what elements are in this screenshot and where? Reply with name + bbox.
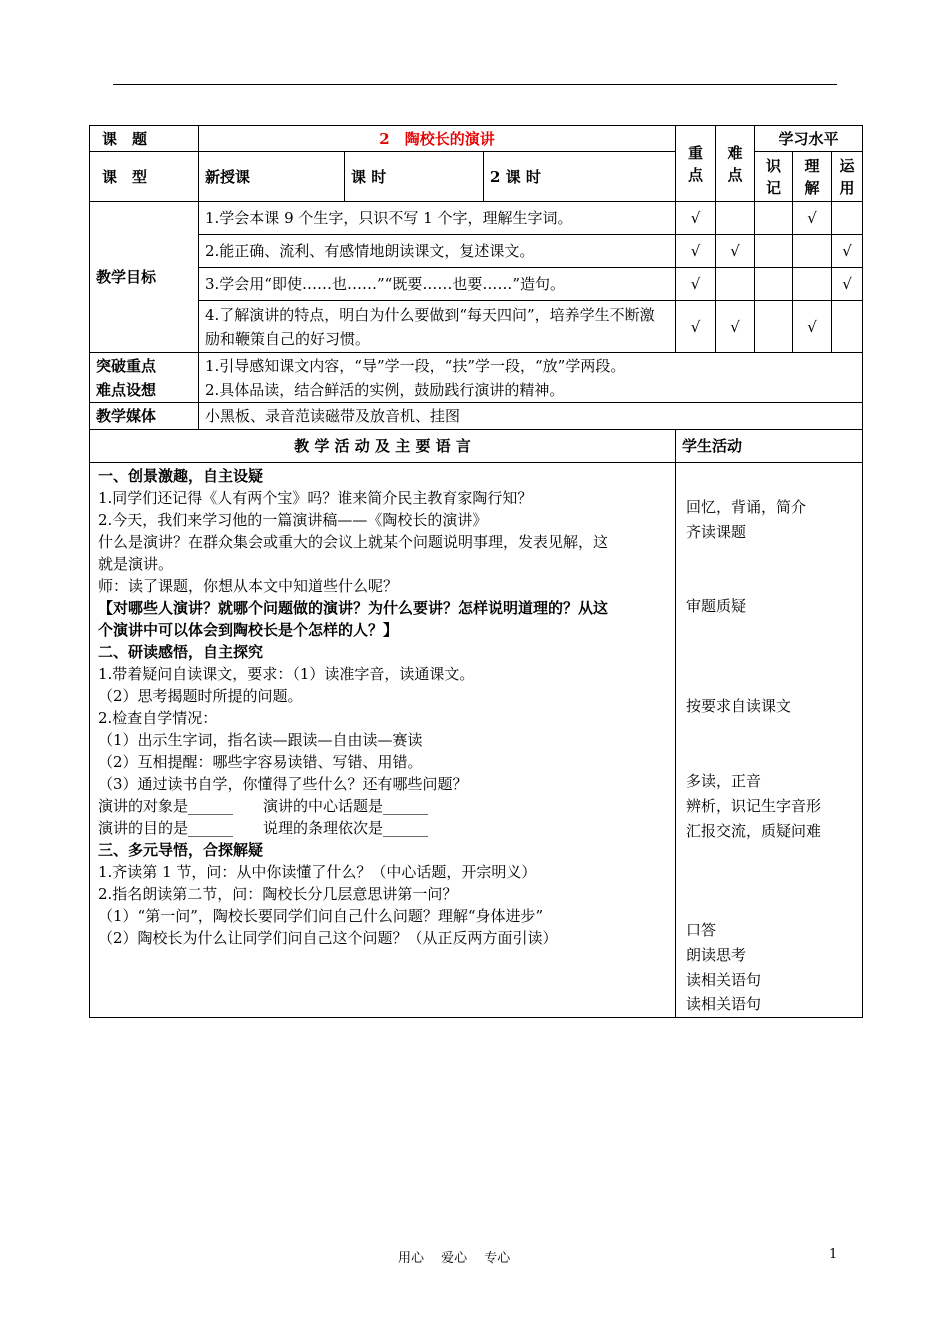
mark-cell: √ [716, 235, 755, 268]
mark-cell [793, 268, 832, 301]
activity-line: 师：读了课题，你想从本文中知道些什么呢？ [98, 577, 399, 595]
focus-header [676, 126, 716, 202]
mark-cell: √ [793, 301, 832, 353]
media-value: 小黑板、录音范读磁带及放音机、挂图 [199, 403, 863, 430]
mark-cell: √ [676, 301, 716, 353]
objectives-label: 教学目标 [90, 202, 199, 353]
student-activity: 多读，正音 [686, 772, 762, 790]
difficulty-header [716, 126, 755, 202]
lesson-plan-table [89, 125, 863, 1018]
breakthrough-content [199, 353, 863, 403]
activity-line: 【对哪些人演讲？就哪个问题做的演讲？为什么要讲？怎样说明道理的？从这 [98, 599, 609, 617]
focus-label: 重点 [688, 143, 704, 184]
objective-row: 3.学会用“即使……也……”“既要……也要……”造句。 [199, 268, 676, 301]
period-value: 2 课 时 [484, 152, 676, 202]
activity-line: （3）通过读书自学，你懂得了些什么？还有哪些问题？ [98, 775, 468, 793]
topic-label: 课 题 [90, 126, 199, 152]
mark-cell [793, 235, 832, 268]
mark-cell [755, 301, 793, 353]
mark-cell [716, 202, 755, 235]
activity-line: 个演讲中可以体会到陶校长是个怎样的人？】 [98, 621, 399, 639]
activity-line: 1.同学们还记得《人有两个宝》吗？谁来简介民主教育家陶行知？ [98, 489, 533, 507]
activity-line: 2.检查自学情况： [98, 709, 218, 727]
difficulty-label: 难点 [727, 143, 743, 184]
level-understand [793, 152, 832, 202]
level-understand-label: 理解 [804, 156, 820, 197]
activity-line: （1）“第一问”，陶校长要同学们问自己什么问题？理解“身体进步” [98, 907, 544, 925]
level-apply [832, 152, 863, 202]
section-heading: 一、创景激趣，自主设疑 [98, 467, 264, 485]
breakthrough-line: 2.具体品读，结合鲜活的实例，鼓励践行演讲的精神。 [205, 380, 565, 399]
activity-line: 演讲的目的是______ 说理的条理依次是______ [98, 819, 429, 837]
student-activity: 按要求自读课文 [686, 697, 792, 715]
level-memorize [755, 152, 793, 202]
period-label: 课 时 [345, 152, 484, 202]
activities-header: 教 学 活 动 及 主 要 语 言 [90, 430, 676, 463]
header-rule [113, 84, 837, 85]
student-activities-header: 学生活动 [676, 430, 863, 463]
objective-row: 1.学会本课 9 个生字，只识不写 1 个字，理解生字词。 [199, 202, 676, 235]
mark-cell: √ [716, 301, 755, 353]
mark-cell: √ [832, 268, 863, 301]
breakthrough-line: 1.引导感知课文内容，“导”学一段，“扶”学一段，“放”学两段。 [205, 356, 626, 375]
activity-line: 2.今天，我们来学习他的一篇演讲稿——《陶校长的演讲》 [98, 511, 488, 529]
footer-motto: 用心 爱心 专心 [398, 1251, 511, 1266]
student-activity: 齐读课题 [686, 523, 747, 541]
student-activities [676, 463, 863, 1018]
mark-cell: √ [676, 202, 716, 235]
activity-line: （2）陶校长为什么让同学们问自己这个问题？（从正反两方面引读） [98, 929, 558, 947]
level-memorize-label: 识记 [766, 156, 782, 197]
student-activity: 审题质疑 [686, 597, 747, 615]
mark-cell [755, 202, 793, 235]
mark-cell [755, 268, 793, 301]
breakthrough-label-line: 难点设想 [96, 380, 157, 399]
activity-line: 演讲的对象是______ 演讲的中心话题是______ [98, 797, 429, 815]
mark-cell: √ [832, 235, 863, 268]
type-value: 新授课 [199, 152, 345, 202]
mark-cell: √ [676, 235, 716, 268]
student-activity: 口答 [686, 921, 717, 939]
lesson-title: 2 陶校长的演讲 [199, 126, 676, 152]
mark-cell [832, 202, 863, 235]
mark-cell [716, 268, 755, 301]
teaching-activities [90, 463, 676, 1018]
student-activity: 朗读思考 [686, 946, 747, 964]
student-activity: 辨析，识记生字音形 [686, 797, 822, 815]
media-label: 教学媒体 [90, 403, 199, 430]
breakthrough-label-line: 突破重点 [96, 356, 157, 375]
student-activity: 汇报交流，质疑问难 [686, 822, 822, 840]
level-header: 学习水平 [755, 126, 863, 152]
student-activity: 读相关语句 [686, 995, 762, 1013]
section-heading: 二、研读感悟，自主探究 [98, 643, 264, 661]
objective-row: 4.了解演讲的特点，明白为什么要做到“每天四问”，培养学生不断激励和鞭策自己的好习惯。 [199, 301, 676, 353]
student-activity: 回忆，背诵，简介 [686, 498, 807, 516]
activity-line: （2）互相提醒：哪些字容易读错、写错、用错。 [98, 753, 423, 771]
mark-cell: √ [793, 202, 832, 235]
mark-cell [755, 235, 793, 268]
activity-line: 什么是演讲？在群众集会或重大的会议上就某个问题说明事理，发表见解，这 [98, 533, 609, 551]
objective-row: 2.能正确、流利、有感情地朗读课文，复述课文。 [199, 235, 676, 268]
activity-line: 1.齐读第 1 节，问：从中你读懂了什么？（中心话题，开宗明义） [98, 863, 537, 881]
mark-cell [832, 301, 863, 353]
mark-cell: √ [676, 268, 716, 301]
activity-line: 1.带着疑问自读课文，要求：（1）读准字音，读通课文。 [98, 665, 475, 683]
activity-line: 就是演讲。 [98, 555, 174, 573]
activity-line: 2.指名朗读第二节，问：陶校长分几层意思讲第一问？ [98, 885, 458, 903]
level-apply-label: 运用 [839, 156, 855, 197]
page-number: 1 [829, 1247, 838, 1262]
type-label: 课 型 [90, 152, 199, 202]
student-activity: 读相关语句 [686, 971, 762, 989]
breakthrough-label [90, 353, 199, 403]
activity-line: （2）思考揭题时所提的问题。 [98, 687, 303, 705]
activity-line: （1）出示生字词，指名读—跟读—自由读—赛读 [98, 731, 423, 749]
section-heading: 三、多元导悟，合探解疑 [98, 841, 264, 859]
